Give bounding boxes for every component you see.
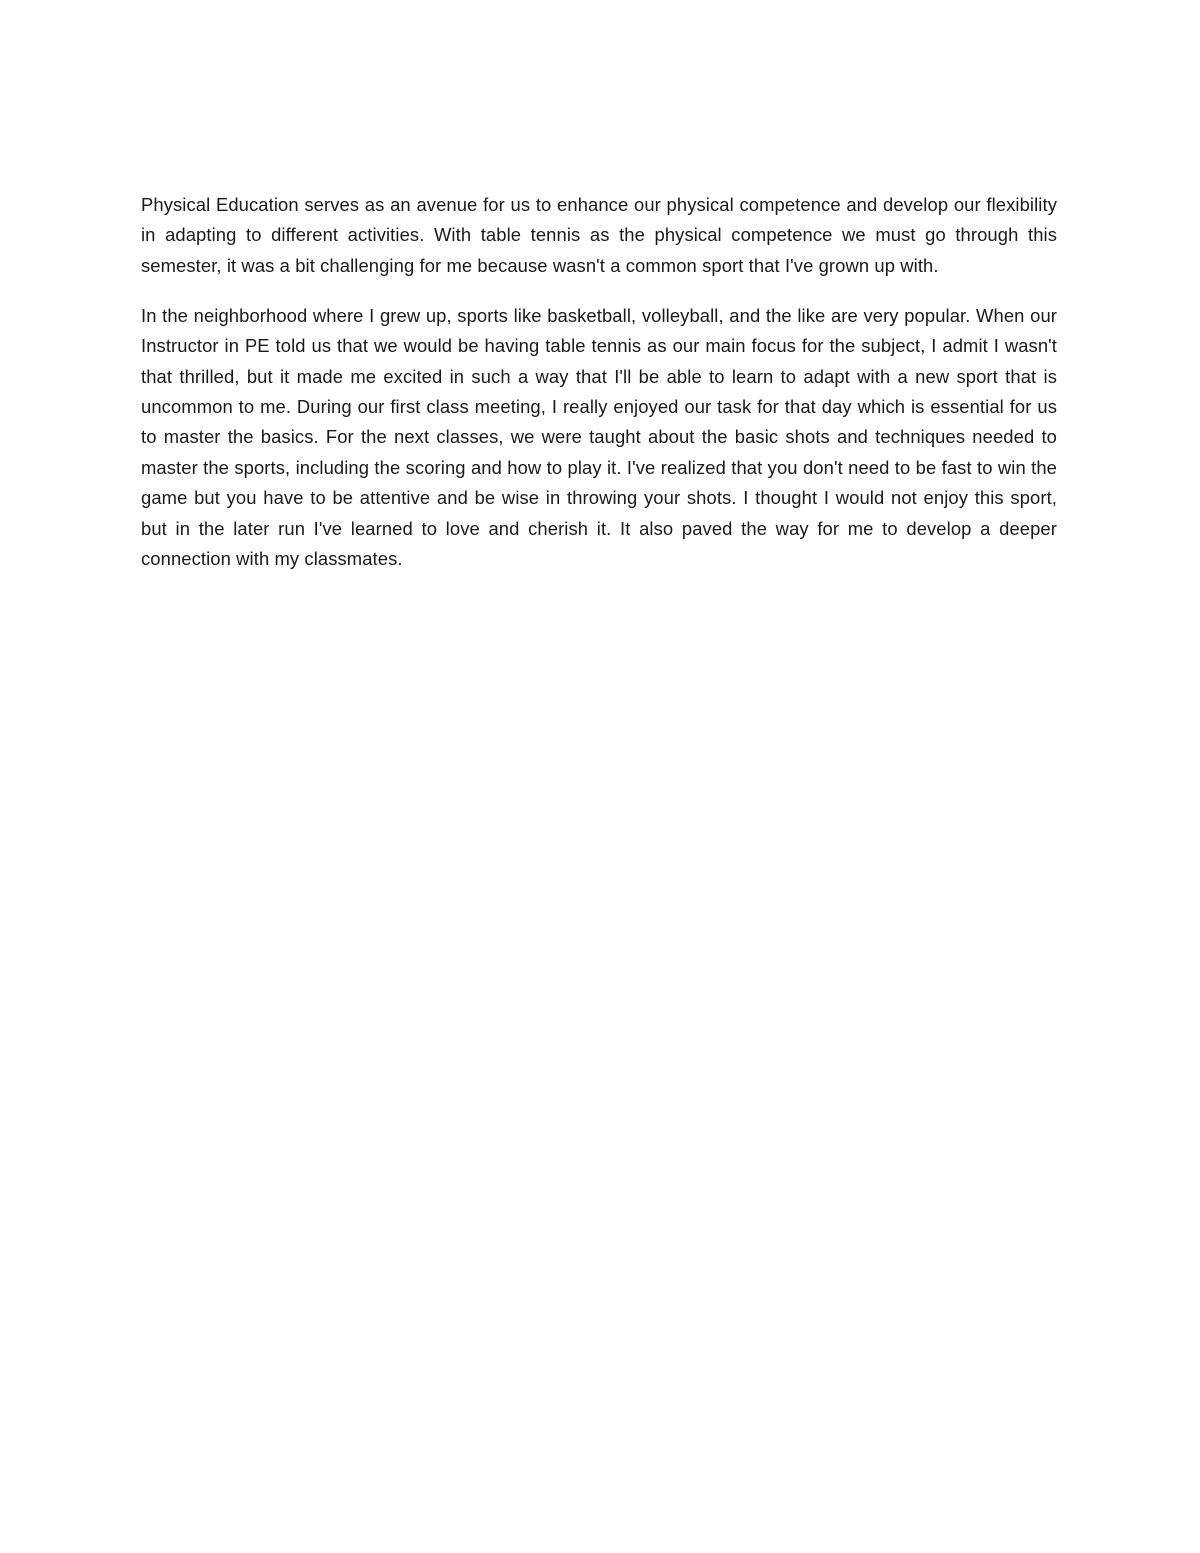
- paragraph-1: Physical Education serves as an avenue for us to enhance our physical competence and develop our flexibility in adapting to different activities. With table tennis as the physical competence we must go through this semester, it was a bit challenging for me because wasn't a common sport that I've grown up with.: [141, 194, 1057, 276]
- document-body: [141, 190, 1057, 594]
- paragraph-2: In the neighborhood where I grew up, sports like basketball, volleyball, and the like are very popular. When our Instructor in PE told us that we would be having table tennis as our main focus for the subject, I admit I wasn't that thrilled, but it made me excited in such a way that I'll be able to learn to adapt with a new sport that is uncommon to me. During our first class meeting, I really enjoyed our task for that day which is essential for us to master the basics. For the next classes, we were taught about the basic shots and techniques needed to master the sports, including the scoring and how to play it. I've realized that you don't need to be fast to win the game but you have to be attentive and be wise in throwing your shots. I thought I would not enjoy this sport, but in the later run I've learned to love and cherish it. It also paved the way for me to develop a deeper connection with my classmates.: [141, 304, 1057, 569]
